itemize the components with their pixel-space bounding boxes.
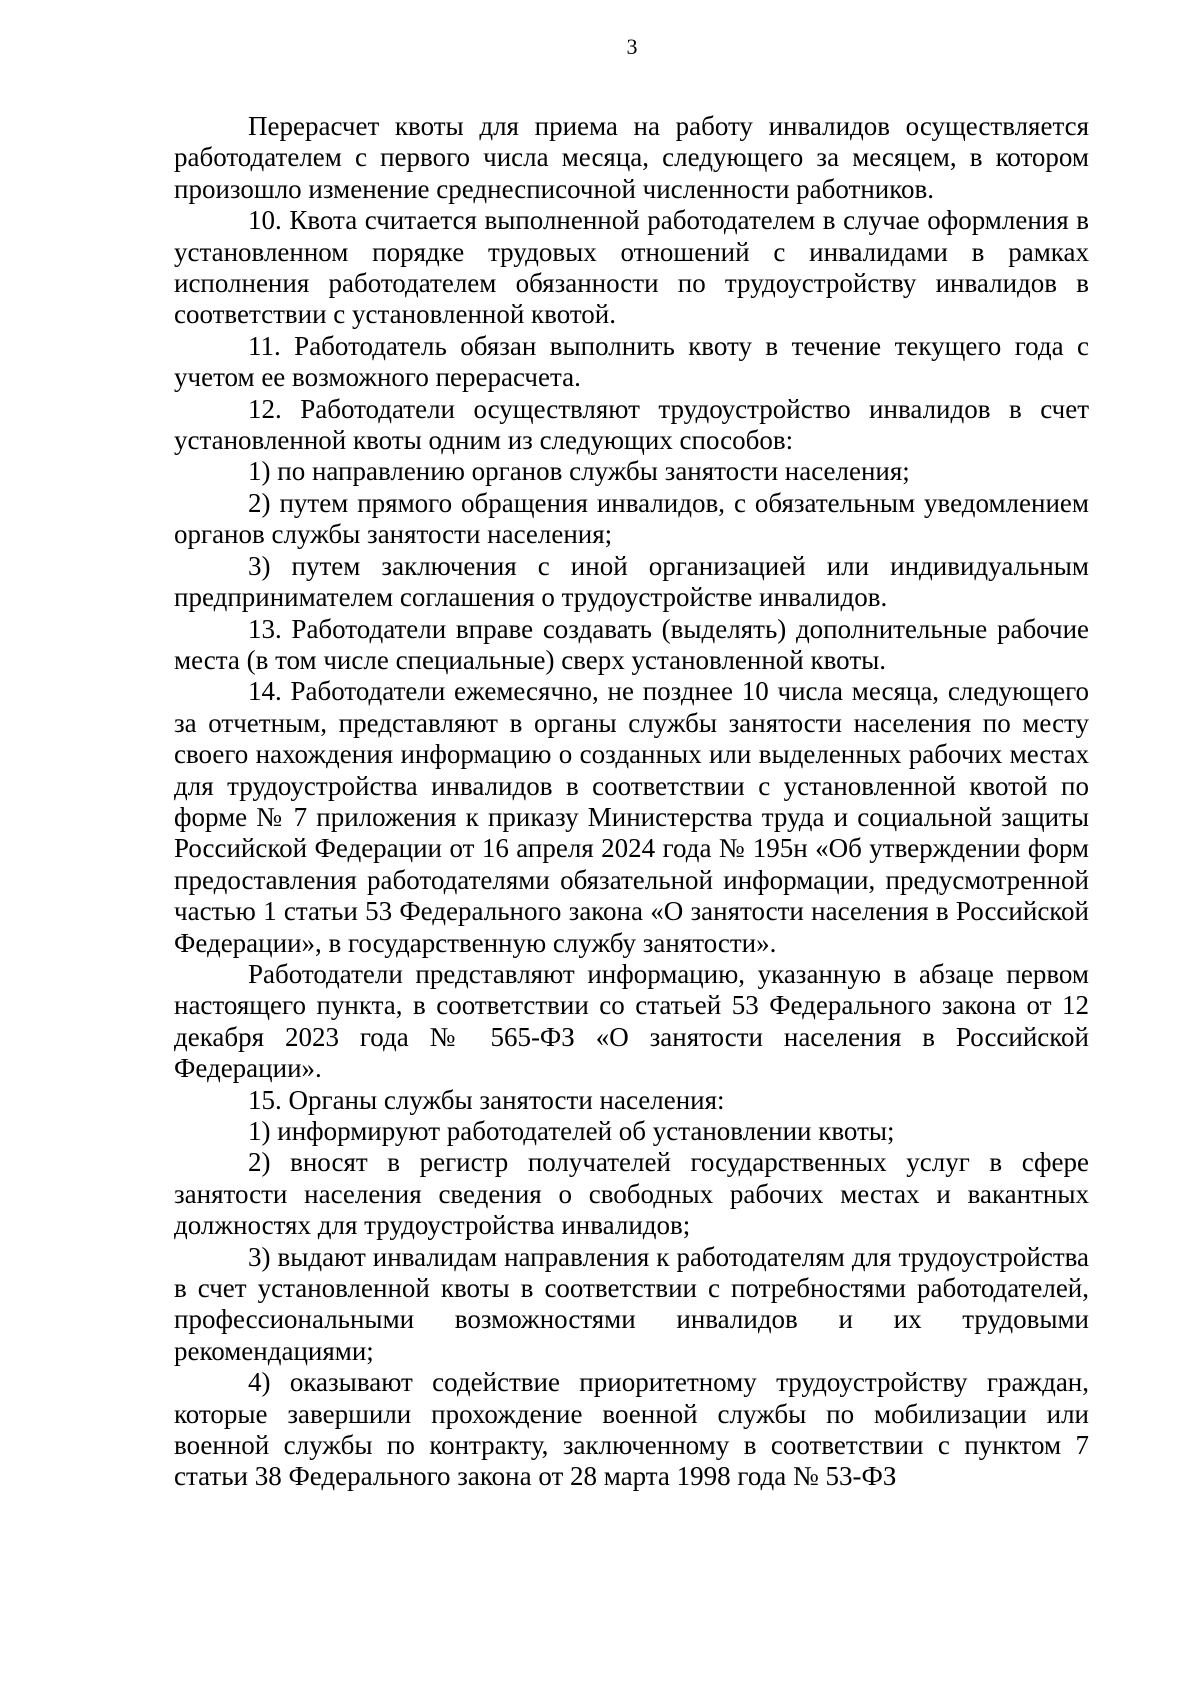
- paragraph-item-12: 12. Работодатели осуществляют трудоустройство инвалидов в счет установленной квоты одним из следующих способов:: [174, 393, 1089, 456]
- document-body: [174, 111, 1089, 1493]
- paragraph-item-14: 14. Работодатели ежемесячно, не позднее 10 числа месяца, следующего за отчетным, представляют в органы службы занятости населения по месту своего нахождения информацию о созданных или выделенных рабочих местах для трудоустройства инвалидов в соответствии с установленной квотой по форме № 7 приложения к приказу Министерства труда и социальной защиты Российской Федерации от 16 апреля 2024 года № 195н «Об утверждении форм предоставления работодателями обязательной информации, предусмотренной частью 1 статьи 53 Федерального закона «О занятости населения в Российской Федерации», в государственную службу занятости».: [174, 676, 1089, 958]
- paragraph-item-12-sub-3: 3) путем заключения с иной организацией или индивидуальным предпринимателем соглашения о трудоустройстве инвалидов.: [174, 550, 1089, 613]
- paragraph-item-12-sub-1: 1) по направлению органов службы занятости населения;: [248, 456, 910, 487]
- paragraph-item-13: 13. Работодатели вправе создавать (выделять) дополнительные рабочие места (в том числе специальные) сверх установленной квоты.: [174, 613, 1089, 675]
- paragraph-item-12-sub-2: 2) путем прямого обращения инвалидов, с обязательным уведомлением органов службы занятости населения;: [174, 487, 1089, 550]
- paragraph-item-15-sub-1: 1) информируют работодателей об установлении квоты;: [248, 1116, 895, 1146]
- paragraph-item-15-sub-3: 3) выдают инвалидам направления к работодателям для трудоустройства в счет установленной квоты в соответствии с потребностями работодателей, профессиональными возможностями инвалидов и их трудовыми рекомендациями;: [174, 1241, 1089, 1366]
- paragraph-item-11: 11. Работодатель обязан выполнить квоту в течение текущего года с учетом ее возможного перерасчета.: [174, 330, 1089, 393]
- paragraph-quota-recalculation: Перерасчет квоты для приема на работу инвалидов осуществляется работодателем с первого числа месяца, следующего за месяцем, в котором произошло изменение среднесписочной численности работников.: [174, 111, 1089, 204]
- paragraph-item-10: 10. Квота считается выполненной работодателем в случае оформления в установленном порядке трудовых отношений с инвалидами в рамках исполнения работодателем обязанности по трудоустройству инвалидов в соответствии с установленной квотой.: [174, 205, 1089, 330]
- page-number: 3: [626, 34, 638, 59]
- paragraph-item-14-continuation: Работодатели представляют информацию, указанную в абзаце первом настоящего пункта, в соответствии со статьей 53 Федерального закона от 12 декабря 2023 года № 565-ФЗ «О занятости населения в Российской Федерации».: [174, 958, 1089, 1084]
- paragraph-item-15-sub-2: 2) вносят в регистр получателей государственных услуг в сфере занятости населения сведения о свободных рабочих местах и вакантных должностях для трудоустройства инвалидов;: [174, 1147, 1089, 1241]
- paragraph-item-15: 15. Органы службы занятости населения:: [248, 1084, 725, 1115]
- paragraph-item-15-sub-4: 4) оказывают содействие приоритетному трудоустройству граждан, которые завершили прохождение военной службы по мобилизации или военной службы по контракту, заключенному в соответствии с пунктом 7 статьи 38 Федерального закона от 28 марта 1998 года № 53-ФЗ: [174, 1367, 1089, 1492]
